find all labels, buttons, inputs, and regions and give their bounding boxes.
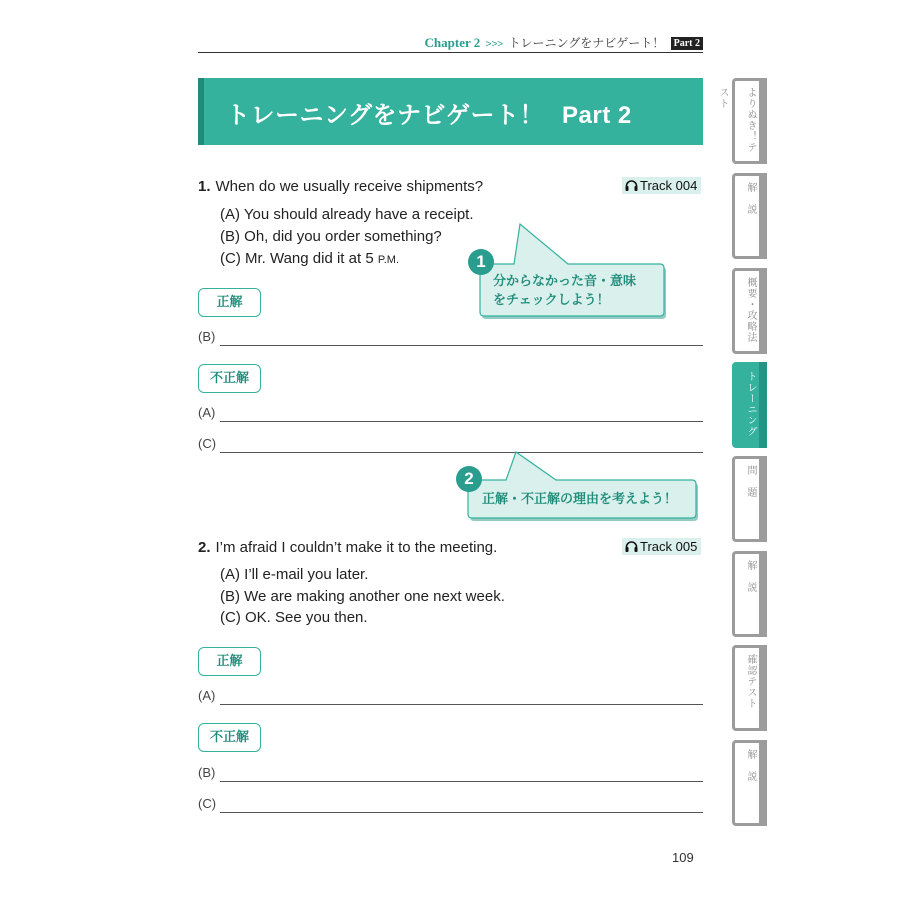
answer-letter: (C) (198, 436, 217, 451)
answer-line[interactable] (220, 812, 703, 813)
question-1-choice-c (220, 250, 399, 267)
question-1-prompt (198, 178, 483, 195)
question-1-incorrect-row-1 (198, 405, 703, 425)
question-1-correct-row (198, 329, 703, 349)
question-1-correct-label: 正解 (198, 288, 261, 317)
answer-letter: (B) (198, 765, 216, 780)
answer-line[interactable] (220, 345, 703, 346)
page-title-part: Part 2 (562, 102, 632, 129)
question-1-choice-b: (B) Oh, did you order something? (220, 228, 442, 245)
page-title-main: トレーニングをナビゲート！ (226, 102, 545, 129)
question-2-incorrect-row-2 (198, 796, 703, 816)
callout-1-number: 1 (468, 249, 494, 275)
question-1-incorrect-label: 不正解 (198, 364, 261, 393)
question-2-choice-a: (A) I’ll e-mail you later. (220, 566, 369, 583)
side-tab-questions[interactable] (732, 456, 767, 542)
question-2-prompt (198, 539, 497, 556)
callout-1-line-1: 分からなかった音・意味 (493, 273, 637, 288)
answer-line[interactable] (220, 704, 703, 705)
side-tab-test[interactable] (717, 78, 767, 164)
question-1-number: 1. (198, 178, 211, 195)
side-tab-training[interactable] (732, 362, 767, 448)
running-head-title: トレーニングをナビゲート！ (508, 36, 665, 50)
side-tab-label: トレーニング (745, 371, 756, 437)
answer-letter: (B) (198, 329, 216, 344)
side-tab-review-test[interactable] (732, 645, 767, 731)
side-tab-explanation-1[interactable] (732, 173, 767, 259)
side-tab-explanation-3[interactable] (732, 740, 767, 826)
page-title (226, 95, 632, 130)
running-head-part-badge: Part 2 (671, 37, 703, 50)
answer-line[interactable] (220, 421, 703, 422)
callout-2-text (482, 489, 677, 508)
answer-letter: (A) (198, 688, 216, 703)
track-004-badge[interactable] (622, 177, 701, 194)
question-1-text: When do we usually receive shipments? (215, 178, 484, 195)
track-005-badge[interactable] (622, 538, 701, 555)
callout-2-number: 2 (456, 466, 482, 492)
answer-line[interactable] (220, 781, 703, 782)
side-tab-label: 解 説 (745, 749, 756, 782)
side-tab-label: 概要・攻略法 (745, 277, 756, 343)
side-tab-overview[interactable] (732, 268, 767, 354)
side-tab-label: よりぬき！テスト (717, 87, 756, 153)
header-rule (198, 52, 703, 53)
headphones-icon (625, 180, 638, 191)
question-1-choice-c-text: (C) Mr. Wang did it at 5 (220, 250, 378, 267)
track-004-label: Track 004 (640, 178, 698, 193)
page-number: 109 (672, 850, 694, 865)
running-head (198, 34, 703, 52)
title-band (198, 78, 703, 145)
side-tab-label: 解 説 (745, 560, 756, 593)
question-2-choice-b: (B) We are making another one next week. (220, 588, 505, 605)
question-2-text: I’m afraid I couldn’t make it to the meeting. (215, 539, 498, 556)
question-1-choice-a: (A) You should already have a receipt. (220, 206, 474, 223)
question-2-choice-c: (C) OK. See you then. (220, 609, 368, 626)
answer-letter: (A) (198, 405, 216, 420)
callout-1-line-2: をチェックしよう！ (493, 292, 610, 307)
side-tab-explanation-2[interactable] (732, 551, 767, 637)
side-tab-label: 問 題 (745, 465, 756, 498)
running-head-chapter: Chapter 2 (424, 35, 481, 50)
side-tab-label: 確認テスト (745, 654, 756, 709)
answer-letter: (C) (198, 796, 217, 811)
question-2-incorrect-row-1 (198, 765, 703, 785)
question-1-choice-c-pm: P.M. (377, 254, 400, 266)
question-2-number: 2. (198, 539, 211, 556)
track-005-label: Track 005 (640, 539, 698, 554)
headphones-icon (625, 541, 638, 552)
title-band-accent-bar (198, 78, 204, 145)
callout-1-text (493, 271, 636, 309)
callout-2-line-1: 正解・不正解の理由を考えよう！ (482, 491, 678, 506)
question-2-correct-row (198, 688, 703, 708)
running-head-arrows: >>> (485, 39, 504, 50)
callout-2-bubble (466, 450, 700, 522)
side-tab-label: 解 説 (745, 182, 756, 215)
question-2-correct-label: 正解 (198, 647, 261, 676)
question-2-incorrect-label: 不正解 (198, 723, 261, 752)
